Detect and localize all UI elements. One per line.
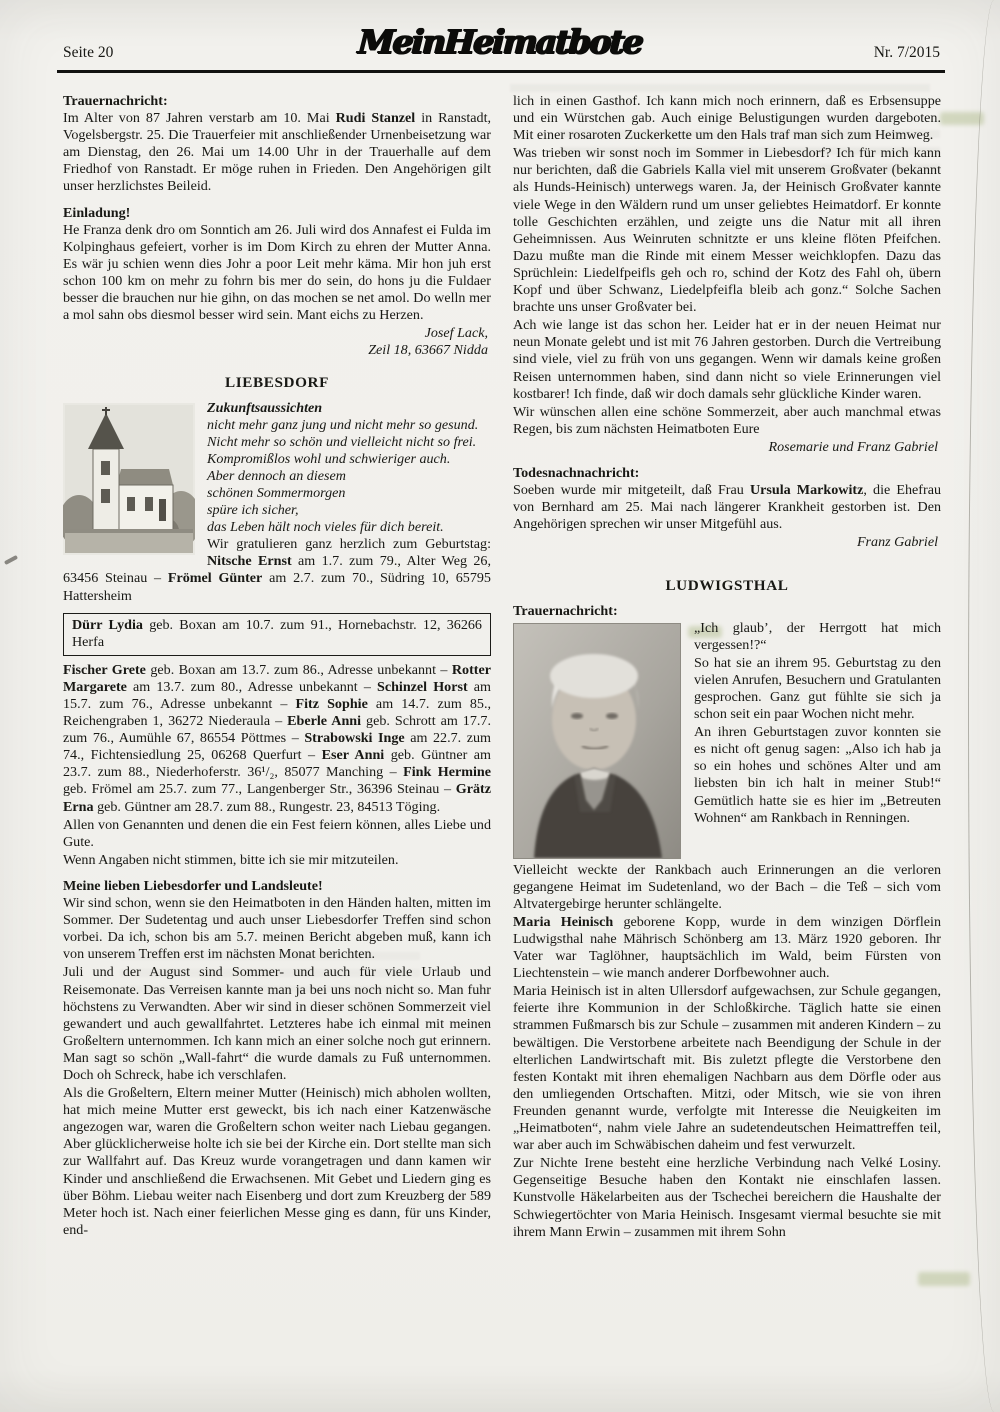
- margin-pen-mark: [4, 555, 18, 565]
- article-columns: [63, 93, 941, 1242]
- poem-line: spüre ich sicher,: [207, 502, 299, 519]
- scanner-line-artifact: [968, 0, 994, 1412]
- obituary-paragraph: Zur Nichte Irene besteht eine herzliche Verbindung nach Velké Losiny. Gegenseitige Besuche haben den Kontakt nie einschlafen lassen. Kunstvolle Häkelarbeiten aus der Tschechei bereichern die Haushalte der Schwiegertöchter von Maria Heinisch. Insgesamt viermal besuchte sie mit ihrem Mann Erwin – zusammen mit ihrem Sohn: [513, 1155, 941, 1240]
- issue-number: Nr. 7/2015: [873, 44, 940, 61]
- poem-line: Aber dennoch an diesem: [207, 467, 346, 484]
- poem-line: Kompromißlos wohl und schwieriger auch.: [207, 450, 451, 467]
- letter-paragraph: Wir sind schon, wenn sie den Heimatboten in den Händen halten, mitten im Sommer. Der Sudetentag und auch unser Liebesdorfer Treffen sind schon vorbei. Da ich, schon bis am 5.7. meinen Bericht abgeben muß, kann ich von unserem Treffen erst im nächsten Monat berichten.: [63, 895, 491, 963]
- obituary-block: [513, 620, 941, 862]
- letter-paragraph: Was trieben wir sonst noch im Sommer in Liebesdorf? Ich für mich kann nur berichten, daß die Gabriels Kalla viel mit unserem Großvater (bekannt als Hunds-Heinisch) unterwegs waren. Ja, der Heinisch Großvater kannte viele Wege in den Wäldern rund um unser geliebtes Heimatdorf. Er konnte tolle Geschichten erzählen, und zeigte uns die Natur mit all ihren Geheimnissen. Aus Weinruten schnitzte er uns kleine flöten Pfeifchen. Dazu mußte man die Rinde mit einem Messer weichklopfen. Dazu das Sprüchlein: Liedelfpeifls geh och ro, schind der Kotz des Fahl oh, übern Kopf und über Schwanz, Liedelpfeifla bleib ach gonz.“ Solche Sachen brachte uns unser Großvater bei.: [513, 145, 941, 316]
- birthday-congratulations: Wir gratulieren ganz herzlich zum Geburtstag: Nitsche Ernst am 1.7. zum 79., Alter Weg 26, 63456 Steinau – Frömel Günter am 2.7. zum 70., Südring 10, 65795 Hattersheim: [63, 536, 491, 604]
- header-divider: [57, 70, 945, 73]
- invitation-text: He Franza denk dro om Sonntich am 26. Juli wird dos Annafest ei Fulda im Kolpinghaus gefeiert, vorher is im Dom Kirch zu ehren der Mutter Anna. Es wär ju schien wenn dies Johr a poor Leit mehr käma. Mir hon juh erst schon 100 km on mehr zu fohrn bis mer do sein, do hons ju die Fuldaer besser die brauchen nur hie gihn, on das mochen se net amol. Do welln mer a mol sahn obs diesmol besser wird sein. Mant eichs zu Herzen.: [63, 221, 491, 324]
- left-column: [63, 93, 491, 1242]
- church-illustration: [63, 403, 195, 555]
- liebesdorf-intro-block: [63, 400, 491, 606]
- correction-note: Wenn Angaben nicht stimmen, bitte ich sie mir mitzuteilen.: [63, 851, 399, 868]
- signature-name: Josef Lack,: [424, 325, 488, 342]
- poem-title: Zukunftsaussichten: [207, 399, 323, 416]
- portrait-photo: [513, 623, 681, 859]
- poem-line: schönen Sommermorgen: [207, 484, 346, 501]
- obituary-heading-2: Trauernachricht:: [513, 602, 618, 619]
- death-notice-heading: Todesnachnachricht:: [513, 464, 640, 481]
- signature-franz-gabriel: Franz Gabriel: [856, 534, 938, 551]
- poem-line: nicht mehr ganz jung und nicht mehr so gesund.: [207, 416, 479, 433]
- birthday-list: Fischer Grete geb. Boxan am 13.7. zum 86., Adresse unbekannt – Rotter Margarete am 13.7. zum 80., Adresse unbekannt – Schinzel Horst am 15.7. zum 76., Adresse unbekannt – Fitz Sophie am 14.7. zum 85., Reichengraben 1, 36272 Niederaula – Eberle Anni geb. Schrott am 17.7. zum 76., Aumühle 67, 86554 Pöttmes – Strabowski Inge am 22.7. zum 74., Fichtensiedlung 25, 06268 Querfurt – Eser Anni geb. Güntner am 23.7. zum 88., Niederhoferstr. 36¹/₂, 85077 Manching – Fink Hermine geb. Frömel am 25.7. zum 77., Langenberger Str., 36396 Steinau – Grätz Erna geb. Güntner am 28.7. zum 88., Rungestr. 23, 84513 Töging.: [63, 661, 492, 815]
- poem-line: Nicht mehr so schön und vielleicht nicht so frei.: [207, 433, 477, 450]
- show-through-highlight: [940, 112, 984, 125]
- obituary-paragraph: Maria Heinisch geborene Kopp, wurde in dem winzigen Dörflein Ludwigsthal nahe Mährisch Schönberg am 13. März 1920 geboren. Ihr Vater war Taglöhner, hauptsächlich im Wald, beim Fürsten von Liechtenstein – wie manch anderer Dorfbewohner auch.: [513, 913, 942, 982]
- obituary-paragraph: So hat sie an ihrem 95. Geburtstag zu den vielen Anrufen, Besuchern und Gratulanten gesprochen. Ganz gut fühlte sie sich ja schon seit ein paar Wochen nicht mehr.: [694, 654, 941, 723]
- poem-line: das Leben hält noch vieles für dich bereit.: [207, 519, 444, 536]
- show-through-highlight: [918, 1272, 970, 1286]
- letter-continuation: lich in einen Gasthof. Ich kann mich noch erinnern, daß es Erbsensuppe und ein Würstchen gab. Auch einige Belustigungen wurden dargeboten. Mit einer rosaroten Zuckerkette um den Hals traf man sich zum Heimweg.: [513, 93, 941, 144]
- birthday-wishes: Allen von Genannten und denen die ein Fest feiern können, alles Liebe und Gute.: [63, 816, 491, 850]
- obituary-text: Im Alter von 87 Jahren verstarb am 10. Mai Rudi Stanzel in Ranstadt, Vogelsbergstr. 25. Die Trauerfeier mit anschließender Urnenbeisetzung war am Dienstag, den 26. Mai um 14.00 Uhr in der Trauerhalle auf dem Friedhof von Ranstadt. Er möge ruhen in Frieden. Den Angehörigen gilt unser herzlichstes Beileid.: [63, 110, 492, 195]
- letter-closing: Wir wünschen allen eine schöne Sommerzeit, aber auch manchmal etwas Regen, bis zum nächsten Heimatboten Eure: [513, 403, 941, 437]
- obituary-paragraph: Vielleicht weckte der Rankbach auch Erinnerungen an die verloren gegangene Heimat im Sudetenland, wo der Bach – die Teß – sich vom Altvatergebirge herunter schlängelte.: [513, 861, 941, 912]
- signature-address: Zeil 18, 63667 Nidda: [368, 342, 488, 359]
- obituary-paragraph: An ihren Geburtstagen zuvor konnten sie es nicht oft genug sagen: „Also ich hab ja so ein hohes und schönes Alter und am liebsten bin ich halt in meiner Stub!“ Gemütlich hatte sie es hier im „Betreuten Wohnen“ am Rankbach in Renningen.: [694, 724, 941, 826]
- letter-heading: Meine lieben Liebesdorfer und Landsleute!: [63, 877, 323, 894]
- letter-paragraph: Juli und der August sind Sommer- und auch für viele Urlaub und Reisemonate. Das Verreisen kannte man ja bei uns noch nicht so. Man fuhr höchstens zu Verwandten. Aber wir sind in dieser schönen Sommerzeit viel gewandert und auch gewallfahrtet. Letzteres habe ich einmal mit meinen Großeltern unternommen. Ich kann mich an einer solche noch gut erinnern. Man sagt so schön „Wall-fahrt“ die wurde damals zu Fuß unternommen. Doch oh Schreck, habe ich verschlafen.: [63, 964, 491, 1083]
- elderly-woman-portrait: [514, 624, 680, 858]
- section-title-ludwigsthal: LUDWIGSTHAL: [665, 577, 789, 595]
- quote-paragraph: „Ich glaub’, der Herrgott hat mich vergessen!?“: [694, 619, 941, 653]
- page-header: [0, 0, 1000, 72]
- newspaper-logo: MeinHeimatbote: [357, 22, 643, 61]
- right-column: [513, 93, 941, 1242]
- page-number: Seite 20: [63, 44, 114, 61]
- letter-paragraph: Als die Großeltern, Eltern meiner Mutter (Heinisch) mich abholen wollten, hat mich meine Mutter erst geweckt, bis ich nach einer Katzenwäsche angezogen war, waren die Großeltern schon weiter nach Liebau gegangen. Aber glücklicherweise holte ich sie bei der Kirche ein. Dort stellte man sich zur Wallfahrt auf. Das Kreuz wurde vorangetragen und dann kamen wir Kinder und anschließend die Erwachsenen. Mit Gebet und Liedern ging es über Böhm. Liebau weiter nach Eisenberg und dort zum Kreuzberg der 589 Meter hoch ist. Nach einer feierlichen Messe ging es dann, für uns Kinder, end-: [63, 1085, 491, 1238]
- signature-gabriel: Rosemarie und Franz Gabriel: [768, 438, 938, 455]
- obituary-paragraph: Maria Heinisch ist in alten Ullersdorf aufgewachsen, zur Schule gegangen, feierte ihre Kommunion in der Schloßkirche. Täglich hatte sie einen strammen Fußmarsch bis zur Schule – zusammen mit anderen Kindern – zu bewältigen. Die Verstorbene arbeitete nach Beendigung der Schule in der elterlichen Landwirtschaft mit. Bis zuletzt pflegte die Verstorbene den festen Kontakt mit ihren ehemaligen Nachbarn aus dem Dörfle oder aus den umliegenden Ortschaften. Mitzi, oder Mitsch, wie sie von ihren Freunden genannt wurde, verfolgte mit Interesse die Neuigkeiten im „Heimatboten“, nahm viele Jahre an sudetendeutschen Heimattreffen teil, war aber auch im Schwäbischen daheim und fest verwurzelt.: [513, 983, 941, 1154]
- invitation-heading: Einladung!: [63, 204, 131, 221]
- church-photo: [63, 403, 195, 555]
- highlighted-birthday-box: Dürr Lydia geb. Boxan am 10.7. zum 91., Hornebachstr. 12, 36266 Herfa: [63, 613, 491, 656]
- death-notice-text: Soeben wurde mir mitgeteilt, daß Frau Ursula Markowitz, die Ehefrau von Bernhard am 25. Mai nach längerer Krankheit gestorben ist. Den Angehörigen sprechen wir unser Mitgefühl aus.: [513, 482, 941, 533]
- obituary-heading: Trauernachricht:: [63, 93, 168, 109]
- letter-paragraph: Ach wie lange ist das schon her. Leider hat er in der neuen Heimat nur neun Monate gelebt und ist mit 76 Jahren gestorben. Durch die Vertreibung sind viele, viel zu früh von uns gegangen. Wenn wir damals keine großen Reisen unternommen haben, sind dann nicht so viele Erinnerungen viel kostbarer! Ich finde, daß wir doch damals sehr glückliche Kinder waren.: [513, 317, 941, 402]
- section-title-liebesdorf: LIEBESDORF: [225, 374, 329, 392]
